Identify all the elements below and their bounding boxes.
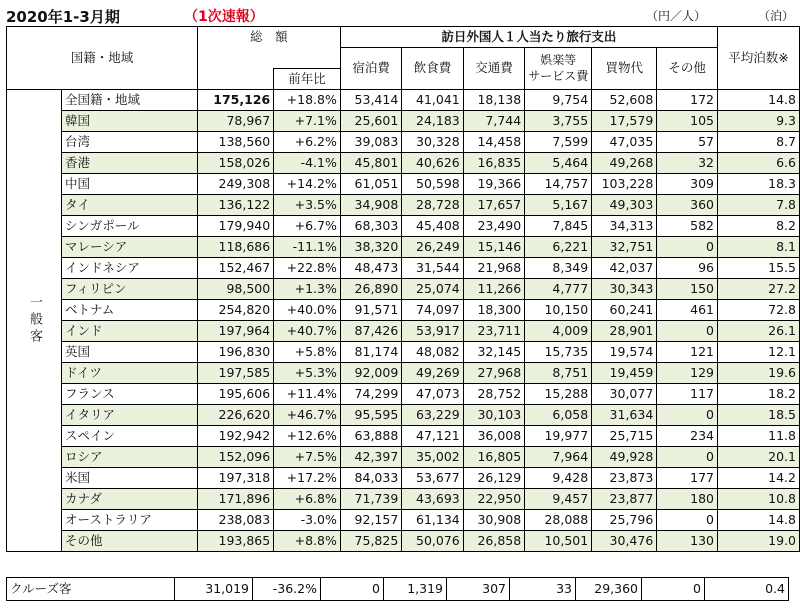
cell-shopping: 42,037 [592, 257, 657, 278]
cell-total: 175,126 [197, 89, 273, 110]
cell-lodging: 53,414 [340, 89, 401, 110]
cell-food: 41,041 [402, 89, 463, 110]
cell-country: カナダ [62, 488, 198, 509]
table-row [7, 362, 800, 383]
cell-other: 150 [657, 278, 718, 299]
cell-total: 179,940 [197, 215, 273, 236]
cell-country: 全国籍・地域 [62, 89, 198, 110]
cell-transport: 14,458 [463, 131, 524, 152]
cell-food: 49,269 [402, 362, 463, 383]
header-shopping: 買物代 [592, 48, 657, 90]
cell-other: 177 [657, 467, 718, 488]
cell-yoy: +40.0% [274, 299, 341, 320]
header-total-under [197, 68, 273, 89]
cell-country: 中国 [62, 173, 198, 194]
cell-total: 136,122 [197, 194, 273, 215]
header-total-blank [197, 48, 273, 69]
cell-shopping: 28,901 [592, 320, 657, 341]
title-row [6, 4, 796, 26]
cell-entertainment: 10,501 [525, 530, 592, 551]
cell-yoy: -3.0% [274, 509, 341, 530]
cell-other: 32 [657, 152, 718, 173]
cruise-food: 1,319 [384, 578, 447, 601]
cell-country: その他 [62, 530, 198, 551]
cell-total: 195,606 [197, 383, 273, 404]
cell-country: 英国 [62, 341, 198, 362]
cell-shopping: 34,313 [592, 215, 657, 236]
cell-entertainment: 19,977 [525, 425, 592, 446]
cell-shopping: 60,241 [592, 299, 657, 320]
cell-yoy: +1.3% [274, 278, 341, 299]
cell-shopping: 19,459 [592, 362, 657, 383]
cell-country: オーストラリア [62, 509, 198, 530]
cell-nights: 19.6 [717, 362, 799, 383]
header-entertainment-line2: サービス費 [528, 69, 589, 84]
cell-entertainment: 15,735 [525, 341, 592, 362]
unit-nights-label: （泊） [758, 9, 795, 23]
cell-lodging: 84,033 [340, 467, 401, 488]
cell-lodging: 42,397 [340, 446, 401, 467]
cell-country: インド [62, 320, 198, 341]
cell-lodging: 68,303 [340, 215, 401, 236]
header-total: 総 額 [197, 27, 340, 48]
cell-lodging: 48,473 [340, 257, 401, 278]
cell-entertainment: 8,349 [525, 257, 592, 278]
cell-yoy: +12.6% [274, 425, 341, 446]
cell-nights: 14.2 [717, 467, 799, 488]
cell-transport: 21,968 [463, 257, 524, 278]
cell-transport: 17,657 [463, 194, 524, 215]
cell-entertainment: 9,428 [525, 467, 592, 488]
cell-total: 193,865 [197, 530, 273, 551]
cell-entertainment: 3,755 [525, 110, 592, 131]
cruise-total: 31,019 [175, 578, 253, 601]
cell-nights: 18.2 [717, 383, 799, 404]
group-label: 一般客 [7, 89, 62, 551]
cell-food: 26,249 [402, 236, 463, 257]
table-row [7, 215, 800, 236]
cruise-lodging: 0 [321, 578, 384, 601]
cell-nights: 7.8 [717, 194, 799, 215]
table-row [7, 404, 800, 425]
cell-entertainment: 5,167 [525, 194, 592, 215]
cell-shopping: 49,268 [592, 152, 657, 173]
cell-shopping: 47,035 [592, 131, 657, 152]
cell-entertainment: 4,777 [525, 278, 592, 299]
cell-total: 158,026 [197, 152, 273, 173]
cell-yoy: +6.8% [274, 488, 341, 509]
cell-food: 74,097 [402, 299, 463, 320]
table-row [7, 509, 800, 530]
cell-food: 50,076 [402, 530, 463, 551]
cell-food: 40,626 [402, 152, 463, 173]
table-row [7, 278, 800, 299]
cell-nights: 27.2 [717, 278, 799, 299]
cell-transport: 16,835 [463, 152, 524, 173]
cell-total: 226,620 [197, 404, 273, 425]
cell-nights: 72.8 [717, 299, 799, 320]
header-other: その他 [657, 48, 718, 90]
cruise-other: 0 [642, 578, 705, 601]
cell-food: 53,677 [402, 467, 463, 488]
cell-shopping: 32,751 [592, 236, 657, 257]
cell-shopping: 23,877 [592, 488, 657, 509]
table-row [7, 383, 800, 404]
cell-country: 韓国 [62, 110, 198, 131]
cell-shopping: 23,873 [592, 467, 657, 488]
cell-entertainment: 6,058 [525, 404, 592, 425]
report-title: 2020年1-3月期 [6, 8, 120, 26]
cell-lodging: 75,825 [340, 530, 401, 551]
cell-country: インドネシア [62, 257, 198, 278]
cell-other: 172 [657, 89, 718, 110]
cell-nights: 26.1 [717, 320, 799, 341]
cell-lodging: 91,571 [340, 299, 401, 320]
cell-yoy: +5.3% [274, 362, 341, 383]
cell-transport: 26,129 [463, 467, 524, 488]
cell-transport: 16,805 [463, 446, 524, 467]
cell-transport: 15,146 [463, 236, 524, 257]
cell-entertainment: 15,288 [525, 383, 592, 404]
cell-nights: 19.0 [717, 530, 799, 551]
cell-total: 152,096 [197, 446, 273, 467]
cell-entertainment: 6,221 [525, 236, 592, 257]
cell-other: 360 [657, 194, 718, 215]
cell-yoy: +3.5% [274, 194, 341, 215]
cell-nights: 11.8 [717, 425, 799, 446]
cell-lodging: 39,083 [340, 131, 401, 152]
cruise-yoy: -36.2% [253, 578, 321, 601]
cell-yoy: +7.1% [274, 110, 341, 131]
header-entertainment-line1: 娯楽等 [540, 53, 577, 68]
header-entertainment [525, 48, 592, 90]
cell-transport: 22,950 [463, 488, 524, 509]
cell-total: 197,585 [197, 362, 273, 383]
cell-country: ドイツ [62, 362, 198, 383]
header-expense-group: 訪日外国人１人当たり旅行支出 [340, 27, 717, 48]
cell-country: フランス [62, 383, 198, 404]
cell-entertainment: 4,009 [525, 320, 592, 341]
table-row [7, 488, 800, 509]
cell-transport: 23,490 [463, 215, 524, 236]
cell-shopping: 17,579 [592, 110, 657, 131]
cell-transport: 30,103 [463, 404, 524, 425]
report-subtitle: （1次速報） [184, 9, 264, 25]
cell-country: 米国 [62, 467, 198, 488]
table-body [7, 89, 800, 551]
cell-food: 28,728 [402, 194, 463, 215]
header-lodging: 宿泊費 [340, 48, 401, 90]
cell-nights: 12.1 [717, 341, 799, 362]
cell-nights: 8.2 [717, 215, 799, 236]
cell-total: 192,942 [197, 425, 273, 446]
cell-other: 0 [657, 236, 718, 257]
cell-nights: 6.6 [717, 152, 799, 173]
cruise-shopping: 29,360 [576, 578, 642, 601]
cell-entertainment: 9,457 [525, 488, 592, 509]
cell-transport: 11,266 [463, 278, 524, 299]
cell-other: 130 [657, 530, 718, 551]
cell-shopping: 25,796 [592, 509, 657, 530]
cell-other: 234 [657, 425, 718, 446]
cell-entertainment: 5,464 [525, 152, 592, 173]
table-row [7, 320, 800, 341]
table-row [7, 257, 800, 278]
cell-yoy: +40.7% [274, 320, 341, 341]
cell-transport: 7,744 [463, 110, 524, 131]
cell-yoy: +7.5% [274, 446, 341, 467]
cell-country: スペイン [62, 425, 198, 446]
header-country: 国籍・地域 [7, 27, 198, 90]
cell-transport: 19,366 [463, 173, 524, 194]
table-row [7, 89, 800, 110]
table-row [7, 467, 800, 488]
table-row [7, 446, 800, 467]
cell-yoy: +11.4% [274, 383, 341, 404]
cell-country: シンガポール [62, 215, 198, 236]
cell-shopping: 30,476 [592, 530, 657, 551]
cell-total: 152,467 [197, 257, 273, 278]
cell-other: 309 [657, 173, 718, 194]
cell-lodging: 63,888 [340, 425, 401, 446]
cell-total: 78,967 [197, 110, 273, 131]
cell-lodging: 74,299 [340, 383, 401, 404]
cruise-transport: 307 [447, 578, 510, 601]
cell-total: 98,500 [197, 278, 273, 299]
cell-total: 138,560 [197, 131, 273, 152]
cell-nights: 15.5 [717, 257, 799, 278]
cell-food: 45,408 [402, 215, 463, 236]
cell-shopping: 19,574 [592, 341, 657, 362]
expenditure-table [6, 26, 800, 552]
cell-lodging: 87,426 [340, 320, 401, 341]
cell-lodging: 95,595 [340, 404, 401, 425]
cell-shopping: 25,715 [592, 425, 657, 446]
cruise-entertainment: 33 [510, 578, 576, 601]
cell-transport: 28,752 [463, 383, 524, 404]
cell-other: 129 [657, 362, 718, 383]
cell-entertainment: 28,088 [525, 509, 592, 530]
cell-country: 香港 [62, 152, 198, 173]
cell-total: 196,830 [197, 341, 273, 362]
cell-entertainment: 10,150 [525, 299, 592, 320]
cell-total: 197,318 [197, 467, 273, 488]
header-avg-nights: 平均泊数※ [717, 27, 799, 90]
table-row [7, 299, 800, 320]
table-row [7, 173, 800, 194]
cell-yoy: +17.2% [274, 467, 341, 488]
cell-total: 249,308 [197, 173, 273, 194]
cell-food: 24,183 [402, 110, 463, 131]
cell-shopping: 30,077 [592, 383, 657, 404]
cell-food: 50,598 [402, 173, 463, 194]
cell-entertainment: 7,845 [525, 215, 592, 236]
cell-lodging: 92,009 [340, 362, 401, 383]
cell-entertainment: 7,599 [525, 131, 592, 152]
table-row [7, 152, 800, 173]
cell-entertainment: 9,754 [525, 89, 592, 110]
cell-food: 43,693 [402, 488, 463, 509]
cell-total: 238,083 [197, 509, 273, 530]
cell-food: 63,229 [402, 404, 463, 425]
cell-other: 96 [657, 257, 718, 278]
cell-country: イタリア [62, 404, 198, 425]
cell-nights: 14.8 [717, 89, 799, 110]
cell-lodging: 81,174 [340, 341, 401, 362]
cell-food: 25,074 [402, 278, 463, 299]
cell-food: 61,134 [402, 509, 463, 530]
cell-food: 35,002 [402, 446, 463, 467]
cell-nights: 20.1 [717, 446, 799, 467]
cell-shopping: 52,608 [592, 89, 657, 110]
cell-nights: 10.8 [717, 488, 799, 509]
cruise-row [7, 578, 789, 601]
cell-food: 31,544 [402, 257, 463, 278]
cell-country: 台湾 [62, 131, 198, 152]
cell-nights: 9.3 [717, 110, 799, 131]
cell-lodging: 45,801 [340, 152, 401, 173]
table-row [7, 236, 800, 257]
table-row [7, 110, 800, 131]
cell-other: 121 [657, 341, 718, 362]
cell-country: マレーシア [62, 236, 198, 257]
cell-transport: 36,008 [463, 425, 524, 446]
cell-lodging: 71,739 [340, 488, 401, 509]
cell-transport: 27,968 [463, 362, 524, 383]
cell-lodging: 25,601 [340, 110, 401, 131]
cell-country: フィリピン [62, 278, 198, 299]
cell-food: 30,328 [402, 131, 463, 152]
cell-nights: 14.8 [717, 509, 799, 530]
cell-yoy: +6.7% [274, 215, 341, 236]
cell-transport: 32,145 [463, 341, 524, 362]
cell-food: 53,917 [402, 320, 463, 341]
cell-transport: 18,138 [463, 89, 524, 110]
cell-nights: 8.7 [717, 131, 799, 152]
cell-nights: 18.3 [717, 173, 799, 194]
cell-country: タイ [62, 194, 198, 215]
cell-food: 47,073 [402, 383, 463, 404]
cell-entertainment: 14,757 [525, 173, 592, 194]
cell-shopping: 49,303 [592, 194, 657, 215]
cell-other: 0 [657, 404, 718, 425]
cell-nights: 18.5 [717, 404, 799, 425]
cell-total: 197,964 [197, 320, 273, 341]
cell-other: 582 [657, 215, 718, 236]
cell-food: 47,121 [402, 425, 463, 446]
cell-shopping: 103,228 [592, 173, 657, 194]
cell-total: 118,686 [197, 236, 273, 257]
cell-food: 48,082 [402, 341, 463, 362]
cell-yoy: +8.8% [274, 530, 341, 551]
cell-other: 461 [657, 299, 718, 320]
header-food: 飲食費 [402, 48, 463, 90]
cell-transport: 26,858 [463, 530, 524, 551]
cell-transport: 18,300 [463, 299, 524, 320]
header-transport: 交通費 [463, 48, 524, 90]
cell-total: 254,820 [197, 299, 273, 320]
cell-yoy: -4.1% [274, 152, 341, 173]
cell-nights: 8.1 [717, 236, 799, 257]
cell-transport: 30,908 [463, 509, 524, 530]
cell-yoy: +14.2% [274, 173, 341, 194]
cell-other: 180 [657, 488, 718, 509]
cell-lodging: 38,320 [340, 236, 401, 257]
cell-other: 0 [657, 509, 718, 530]
cell-other: 0 [657, 320, 718, 341]
header-total-blank-2 [274, 48, 341, 69]
cell-other: 0 [657, 446, 718, 467]
cell-other: 105 [657, 110, 718, 131]
cell-other: 57 [657, 131, 718, 152]
cell-total: 171,896 [197, 488, 273, 509]
cruise-nights: 0.4 [705, 578, 789, 601]
cell-lodging: 92,157 [340, 509, 401, 530]
table-row [7, 194, 800, 215]
cell-other: 117 [657, 383, 718, 404]
cell-entertainment: 8,751 [525, 362, 592, 383]
cell-entertainment: 7,964 [525, 446, 592, 467]
cell-yoy: +22.8% [274, 257, 341, 278]
unit-yen-label: （円／人） [646, 9, 707, 23]
cell-country: ベトナム [62, 299, 198, 320]
header-yoy: 前年比 [274, 68, 341, 89]
cell-shopping: 31,634 [592, 404, 657, 425]
cell-yoy: +18.8% [274, 89, 341, 110]
cruise-country: クルーズ客 [7, 578, 175, 601]
cell-yoy: +46.7% [274, 404, 341, 425]
table-row [7, 425, 800, 446]
cell-shopping: 49,928 [592, 446, 657, 467]
table-row [7, 341, 800, 362]
cell-yoy: -11.1% [274, 236, 341, 257]
cell-shopping: 30,343 [592, 278, 657, 299]
cruise-table [6, 577, 789, 601]
cell-lodging: 61,051 [340, 173, 401, 194]
cell-country: ロシア [62, 446, 198, 467]
cell-yoy: +6.2% [274, 131, 341, 152]
table-row [7, 131, 800, 152]
table-row [7, 530, 800, 551]
cell-lodging: 26,890 [340, 278, 401, 299]
cell-lodging: 34,908 [340, 194, 401, 215]
cell-transport: 23,711 [463, 320, 524, 341]
cell-yoy: +5.8% [274, 341, 341, 362]
